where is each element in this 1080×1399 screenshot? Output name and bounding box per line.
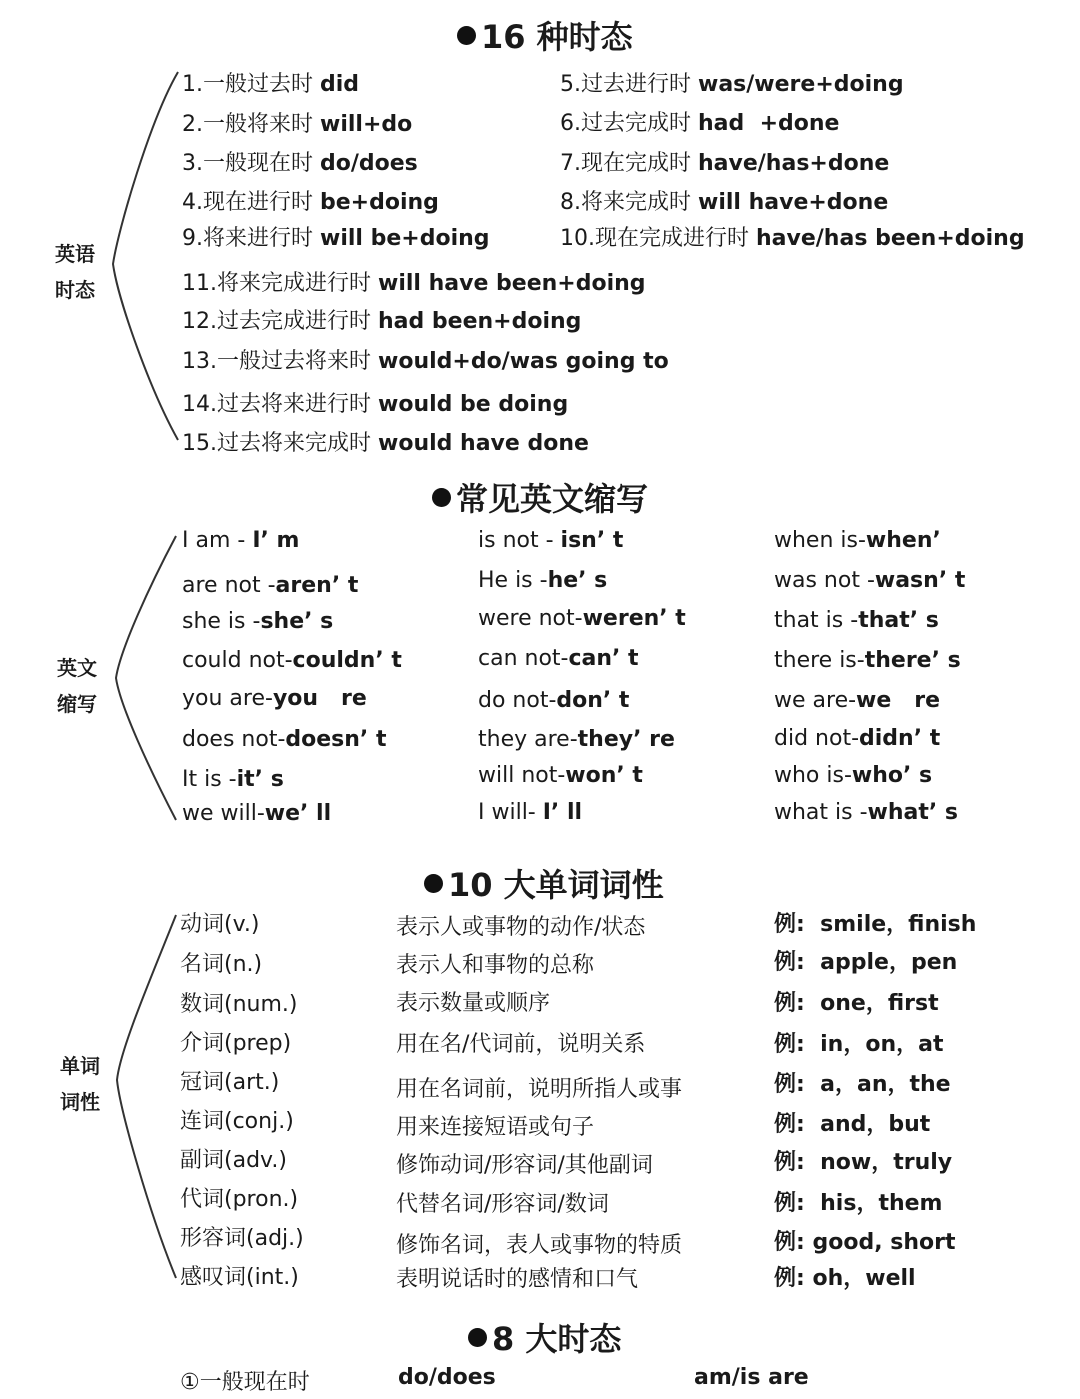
bullet-dot-icon	[432, 488, 451, 507]
contraction-item: does not-doesn’ t	[182, 727, 387, 752]
tense-item: 1.一般过去时 did	[182, 72, 360, 97]
pos-example: 例: a，an，the	[774, 1072, 951, 1097]
contraction-item: they are-they’ re	[478, 727, 675, 752]
section-label-parts-of-speech: 单词 词性	[60, 1054, 100, 1114]
contraction-item: were not-weren’ t	[478, 606, 686, 631]
pos-name: 连词(conj.)	[180, 1109, 294, 1134]
pos-desc: 代替名词/形容词/数词	[396, 1192, 609, 1217]
tense8-name: ①一般现在时	[180, 1370, 310, 1395]
tense-item: 7.现在完成时 have/has+done	[560, 151, 890, 176]
tense-item: 11.将来完成进行时 will have been+doing	[182, 271, 646, 296]
pos-example: 例: apple，pen	[774, 950, 958, 975]
tense-item: 13.一般过去将来时 would+do/was going to	[182, 349, 669, 374]
bullet-dot-icon	[424, 874, 443, 893]
pos-desc: 用来连接短语或句子	[396, 1115, 595, 1140]
pos-name: 名词(n.)	[180, 952, 263, 977]
section-title-16-tenses: 16 种时态	[457, 12, 633, 58]
tense-item: 15.过去将来完成时 would have done	[182, 431, 589, 456]
pos-name: 动词(v.)	[180, 912, 260, 937]
pos-example: 例: now，truly	[774, 1150, 953, 1175]
pos-name: 冠词(art.)	[180, 1070, 280, 1095]
tense-item: 12.过去完成进行时 had been+doing	[182, 309, 582, 334]
section-title-parts-of-speech: 10 大单词词性	[424, 860, 664, 906]
pos-example: 例: good, short	[774, 1230, 956, 1255]
pos-desc: 修饰名词，表人或事物的特质	[396, 1233, 683, 1258]
pos-example: 例: oh，well	[774, 1266, 916, 1291]
contraction-item: what is -what’ s	[774, 800, 959, 825]
contraction-item: I am - I’ m	[182, 528, 300, 553]
contraction-item: did not-didn’ t	[774, 726, 941, 751]
contraction-item: can not-can’ t	[478, 646, 639, 671]
contraction-item: is not - isn’ t	[478, 528, 624, 553]
contraction-item: I will- I’ ll	[478, 800, 583, 825]
tense-item: 14.过去将来进行时 would be doing	[182, 392, 569, 417]
tense-item: 6.过去完成时 had +done	[560, 111, 840, 136]
contraction-item: do not-don’ t	[478, 688, 630, 713]
pos-example: 例: in，on，at	[774, 1032, 944, 1057]
contraction-item: will not-won’ t	[478, 763, 643, 788]
tense8-form: am/is are	[694, 1365, 809, 1390]
pos-desc: 表示数量或顺序	[396, 991, 551, 1016]
section-title-contractions: 常见英文缩写	[432, 474, 648, 520]
tense8-form: do/does	[398, 1365, 496, 1390]
section-label-tenses: 英语 时态	[55, 242, 95, 302]
pos-desc: 表示人和事物的总称	[396, 953, 595, 978]
pos-desc: 修饰动词/形容词/其他副词	[396, 1153, 653, 1178]
contraction-item: that is -that’ s	[774, 608, 939, 633]
pos-name: 感叹词(int.)	[180, 1265, 299, 1290]
pos-name: 代词(pron.)	[180, 1187, 299, 1212]
pos-desc: 用在名词前，说明所指人或事	[396, 1077, 683, 1102]
pos-desc: 用在名/代词前，说明关系	[396, 1032, 646, 1057]
pos-name: 副词(adv.)	[180, 1148, 287, 1173]
tense-item: 10.现在完成进行时 have/has been+doing	[560, 226, 1025, 251]
pos-example: 例: one，first	[774, 991, 939, 1016]
pos-example: 例: smile，finish	[774, 912, 977, 937]
contraction-item: could not-couldn’ t	[182, 648, 402, 673]
contraction-item: It is -it’ s	[182, 767, 284, 792]
tense-item: 8.将来完成时 will have+done	[560, 190, 889, 215]
pos-name: 介词(prep)	[180, 1031, 292, 1056]
pos-example: 例: his，them	[774, 1191, 943, 1216]
contraction-item: was not -wasn’ t	[774, 568, 966, 593]
contraction-item: when is-when’	[774, 528, 941, 553]
pos-desc: 表示人或事物的动作/状态	[396, 915, 646, 940]
contraction-item: there is-there’ s	[774, 648, 961, 673]
contraction-item: He is -he’ s	[478, 568, 608, 593]
contraction-item: she is -she’ s	[182, 609, 334, 634]
tense-item: 9.将来进行时 will be+doing	[182, 226, 490, 251]
pos-name: 数词(num.)	[180, 992, 298, 1017]
contraction-item: we will-we’ ll	[182, 801, 332, 826]
tense-item: 4.现在进行时 be+doing	[182, 190, 439, 215]
contraction-item: who is-who’ s	[774, 763, 933, 788]
tense-item: 2.一般将来时 will+do	[182, 112, 413, 137]
section-title-8-tenses: 8 大时态	[468, 1314, 621, 1360]
tense-item: 3.一般现在时 do/does	[182, 151, 418, 176]
contraction-item: are not -aren’ t	[182, 573, 359, 598]
contraction-item: you are-you re	[182, 686, 367, 711]
tense-item: 5.过去进行时 was/were+doing	[560, 72, 904, 97]
bullet-dot-icon	[468, 1328, 487, 1347]
pos-name: 形容词(adj.)	[180, 1226, 304, 1251]
pos-example: 例: and，but	[774, 1112, 931, 1137]
pos-desc: 表明说话时的感情和口气	[396, 1267, 639, 1292]
contraction-item: we are-we re	[774, 688, 941, 713]
section-label-contractions: 英文 缩写	[57, 656, 97, 716]
